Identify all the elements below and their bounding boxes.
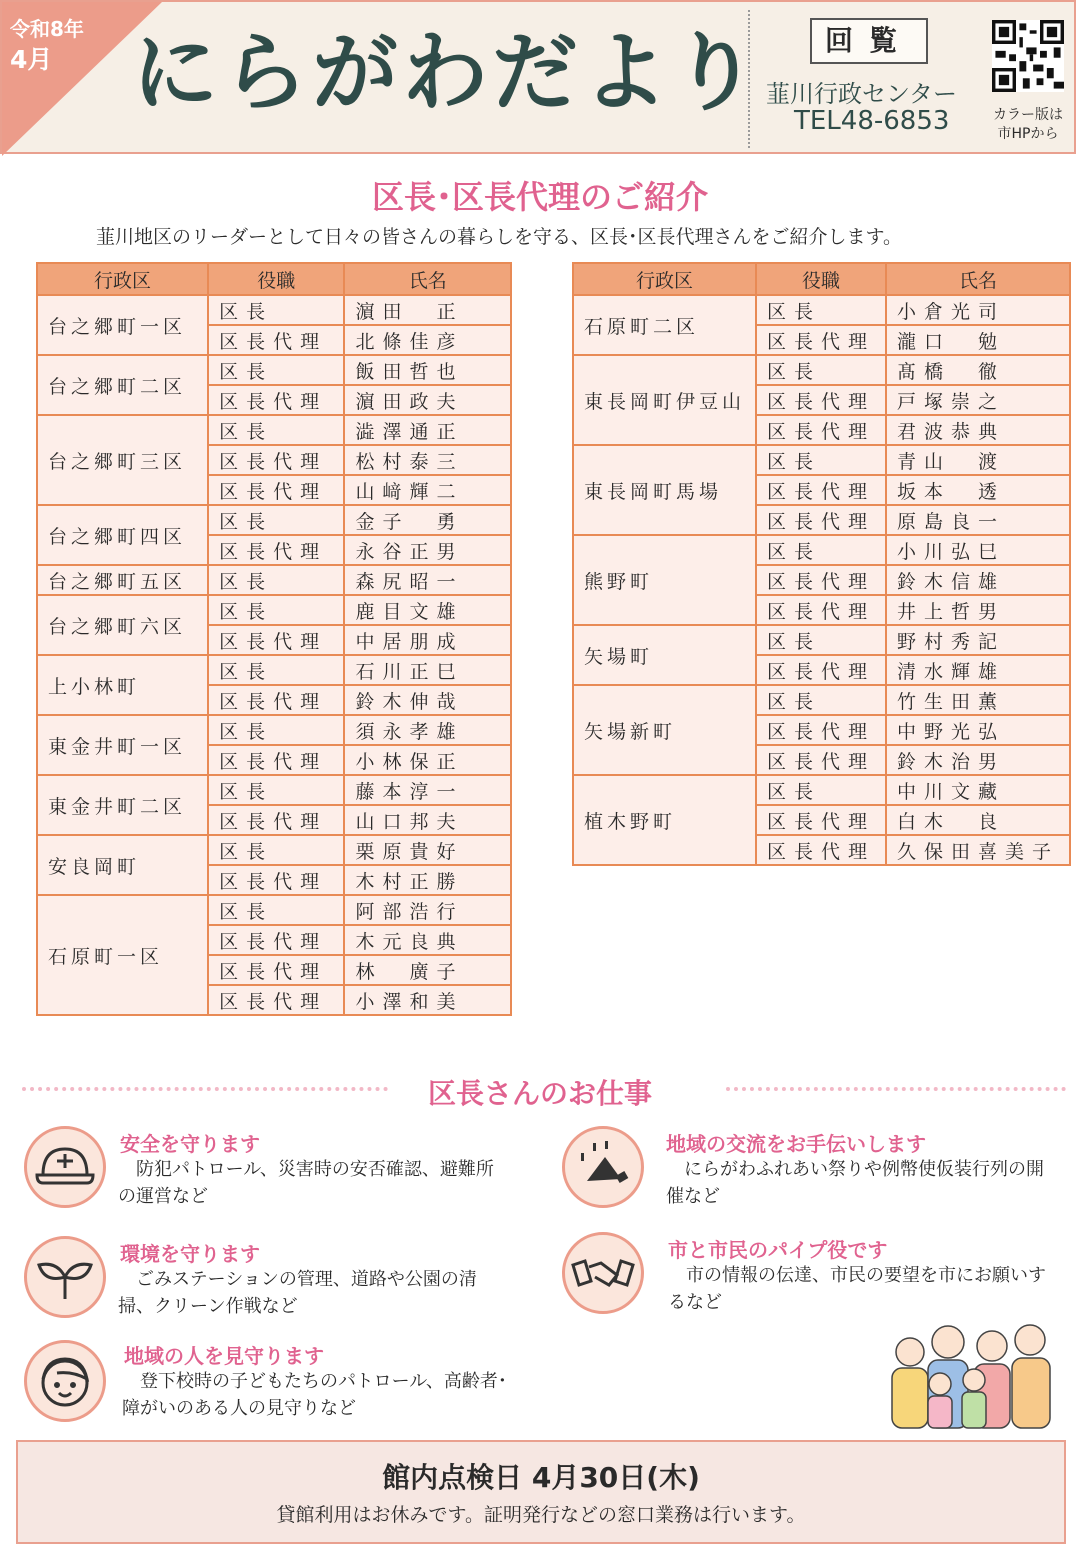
role-cell: 区長代理 (208, 445, 344, 475)
helmet-icon (24, 1126, 106, 1208)
name-cell: 清水輝雄 (886, 655, 1070, 685)
name-cell: 澁澤通正 (344, 415, 511, 445)
newsletter-title: にらがわだより (132, 23, 762, 123)
role-cell: 区長 (756, 295, 886, 325)
role-cell: 区長代理 (208, 865, 344, 895)
duty-title: 環境を守ります (120, 1242, 260, 1266)
name-cell: 藤本淳一 (344, 775, 511, 805)
table-row (37, 295, 511, 325)
name-cell: 野村秀記 (886, 625, 1070, 655)
name-cell: 瀧口 勉 (886, 325, 1070, 355)
role-cell: 区長代理 (208, 805, 344, 835)
district-cell: 台之郷町五区 (37, 565, 208, 595)
name-cell: 金子 勇 (344, 505, 511, 535)
name-cell: 中居朋成 (344, 625, 511, 655)
role-cell: 区長代理 (756, 505, 886, 535)
role-cell: 区長 (208, 565, 344, 595)
table-header-row (573, 263, 1070, 295)
name-cell: 木元良典 (344, 925, 511, 955)
role-cell: 区長代理 (208, 625, 344, 655)
role-cell: 区長代理 (208, 745, 344, 775)
role-cell: 区長代理 (208, 925, 344, 955)
duty-text: 市の情報の伝達、市民の要望を市にお願いするなど (668, 1265, 1046, 1313)
table-row (573, 355, 1070, 385)
office-name: 韮川行政センター (766, 80, 958, 108)
role-cell: 区長 (208, 355, 344, 385)
name-cell: 中川文藏 (886, 775, 1070, 805)
district-cell: 石原町一区 (37, 895, 208, 1015)
district-cell: 東長岡町伊豆山 (573, 355, 756, 445)
duty-title: 市と市民のパイプ役です (668, 1238, 888, 1262)
column-header-name: 氏名 (344, 263, 511, 295)
district-cell: 上小林町 (37, 655, 208, 715)
role-cell: 区長 (208, 415, 344, 445)
role-cell: 区長代理 (756, 715, 886, 745)
role-cell: 区長代理 (756, 475, 886, 505)
name-cell: 濵田 正 (344, 295, 511, 325)
table-row (37, 895, 511, 925)
district-cell: 東金井町二区 (37, 775, 208, 835)
issue-date: 令和8年 4月 (10, 17, 84, 74)
column-header-name: 氏名 (886, 263, 1070, 295)
name-cell: 小川弘巳 (886, 535, 1070, 565)
name-cell: 鈴木信雄 (886, 565, 1070, 595)
role-cell: 区長代理 (756, 565, 886, 595)
name-cell: 青山 渡 (886, 445, 1070, 475)
name-cell: 山口邦夫 (344, 805, 511, 835)
district-cell: 石原町二区 (573, 295, 756, 355)
table-row (573, 445, 1070, 475)
name-cell: 永谷正男 (344, 535, 511, 565)
table-row (37, 415, 511, 445)
roster-section-title: 区長･区長代理のご紹介 (371, 178, 708, 216)
table-row (573, 295, 1070, 325)
role-cell: 区長代理 (208, 535, 344, 565)
role-cell: 区長 (208, 715, 344, 745)
role-cell: 区長 (208, 835, 344, 865)
table-row (37, 355, 511, 385)
duty-text: 登下校時の子どもたちのパトロール、高齢者･障がいのある人の見守りなど (122, 1371, 507, 1419)
circulation-stamp: 回覧 (810, 18, 928, 64)
role-cell: 区長代理 (756, 805, 886, 835)
role-cell: 区長 (756, 685, 886, 715)
name-cell: 小倉光司 (886, 295, 1070, 325)
role-cell: 区長代理 (208, 385, 344, 415)
name-cell: 山﨑輝二 (344, 475, 511, 505)
name-cell: 松村泰三 (344, 445, 511, 475)
roster-intro-text: 韮川地区のリーダーとして日々の皆さんの暮らしを守る、区長･区長代理さんをご紹介します。 (96, 226, 902, 248)
duty-text: 防犯パトロール、災害時の安否確認、避難所の運営など (118, 1159, 494, 1207)
name-cell: 小林保正 (344, 745, 511, 775)
district-cell: 熊野町 (573, 535, 756, 625)
family-illustration (880, 1322, 1060, 1434)
festival-icon (562, 1126, 644, 1208)
color-version-note: カラー版は 市HPから (993, 107, 1063, 142)
table-row (37, 565, 511, 595)
name-cell: 原島良一 (886, 505, 1070, 535)
qr-code-icon[interactable] (992, 20, 1064, 92)
inspection-title: 館内点検日 4月30日(木) (382, 1461, 700, 1494)
name-cell: 白木 良 (886, 805, 1070, 835)
role-cell: 区長 (756, 355, 886, 385)
name-cell: 井上哲男 (886, 595, 1070, 625)
role-cell: 区長 (756, 445, 886, 475)
role-cell: 区長 (208, 775, 344, 805)
handshake-icon (562, 1232, 644, 1314)
table-row (37, 655, 511, 685)
table-row (37, 775, 511, 805)
role-cell: 区長代理 (208, 325, 344, 355)
name-cell: 阿部浩行 (344, 895, 511, 925)
name-cell: 鈴木治男 (886, 745, 1070, 775)
name-cell: 飯田哲也 (344, 355, 511, 385)
role-cell: 区長代理 (756, 655, 886, 685)
role-cell: 区長代理 (208, 985, 344, 1015)
district-cell: 台之郷町二区 (37, 355, 208, 415)
role-cell: 区長代理 (756, 325, 886, 355)
table-row (37, 595, 511, 625)
role-cell: 区長代理 (756, 595, 886, 625)
duty-title: 安全を守ります (120, 1132, 260, 1156)
name-cell: 林 廣子 (344, 955, 511, 985)
table-row (37, 835, 511, 865)
table-row (573, 625, 1070, 655)
face-icon (24, 1340, 106, 1422)
role-cell: 区長代理 (208, 475, 344, 505)
table-row (37, 715, 511, 745)
district-cell: 台之郷町三区 (37, 415, 208, 505)
role-cell: 区長代理 (756, 835, 886, 865)
role-cell: 区長 (208, 895, 344, 925)
duty-title: 地域の人を見守ります (124, 1344, 324, 1368)
inspection-text: 貸館利用はお休みです。証明発行などの窓口業務は行います。 (276, 1504, 806, 1526)
role-cell: 区長代理 (208, 955, 344, 985)
district-cell: 植木野町 (573, 775, 756, 865)
name-cell: 久保田喜美子 (886, 835, 1070, 865)
right-roster-table (572, 262, 1071, 866)
column-header-area: 行政区 (37, 263, 208, 295)
table-row (37, 505, 511, 535)
column-header-area: 行政区 (573, 263, 756, 295)
name-cell: 坂本 透 (886, 475, 1070, 505)
role-cell: 区長代理 (756, 745, 886, 775)
role-cell: 区長代理 (756, 385, 886, 415)
name-cell: 鈴木伸哉 (344, 685, 511, 715)
sprout-icon (24, 1236, 106, 1318)
duty-title: 地域の交流をお手伝いします (666, 1132, 926, 1156)
role-cell: 区長 (208, 295, 344, 325)
district-cell: 台之郷町一区 (37, 295, 208, 355)
name-cell: 濵田政夫 (344, 385, 511, 415)
duties-section-title: 区長さんのお仕事 (427, 1077, 652, 1110)
name-cell: 竹生田薫 (886, 685, 1070, 715)
district-cell: 矢場町 (573, 625, 756, 685)
header-divider (748, 10, 750, 148)
office-phone: TEL48-6853 (794, 106, 950, 136)
name-cell: 小澤和美 (344, 985, 511, 1015)
header-banner (0, 0, 1076, 154)
district-cell: 矢場新町 (573, 685, 756, 775)
role-cell: 区長 (756, 775, 886, 805)
name-cell: 須永孝雄 (344, 715, 511, 745)
role-cell: 区長 (208, 505, 344, 535)
role-cell: 区長代理 (756, 415, 886, 445)
district-cell: 台之郷町四区 (37, 505, 208, 565)
duty-text: ごみステーションの管理、道路や公園の清掃、クリーン作戦など (118, 1269, 477, 1317)
role-cell: 区長 (756, 625, 886, 655)
district-cell: 東金井町一区 (37, 715, 208, 775)
left-roster-table (36, 262, 512, 1016)
name-cell: 君波恭典 (886, 415, 1070, 445)
inspection-notice (16, 1440, 1066, 1544)
name-cell: 鹿目文雄 (344, 595, 511, 625)
column-header-role: 役職 (208, 263, 344, 295)
name-cell: 北條佳彦 (344, 325, 511, 355)
column-header-role: 役職 (756, 263, 886, 295)
table-row (573, 535, 1070, 565)
role-cell: 区長 (208, 655, 344, 685)
name-cell: 栗原貴好 (344, 835, 511, 865)
name-cell: 髙橋 徹 (886, 355, 1070, 385)
name-cell: 森尻昭一 (344, 565, 511, 595)
district-cell: 安良岡町 (37, 835, 208, 895)
name-cell: 中野光弘 (886, 715, 1070, 745)
district-cell: 台之郷町六区 (37, 595, 208, 655)
name-cell: 木村正勝 (344, 865, 511, 895)
table-row (573, 685, 1070, 715)
name-cell: 石川正巳 (344, 655, 511, 685)
district-cell: 東長岡町馬場 (573, 445, 756, 535)
role-cell: 区長 (756, 535, 886, 565)
role-cell: 区長代理 (208, 685, 344, 715)
duty-text: にらがわふれあい祭りや例幣使仮装行列の開催など (666, 1159, 1044, 1207)
name-cell: 戸塚崇之 (886, 385, 1070, 415)
table-row (573, 775, 1070, 805)
table-header-row (37, 263, 511, 295)
role-cell: 区長 (208, 595, 344, 625)
